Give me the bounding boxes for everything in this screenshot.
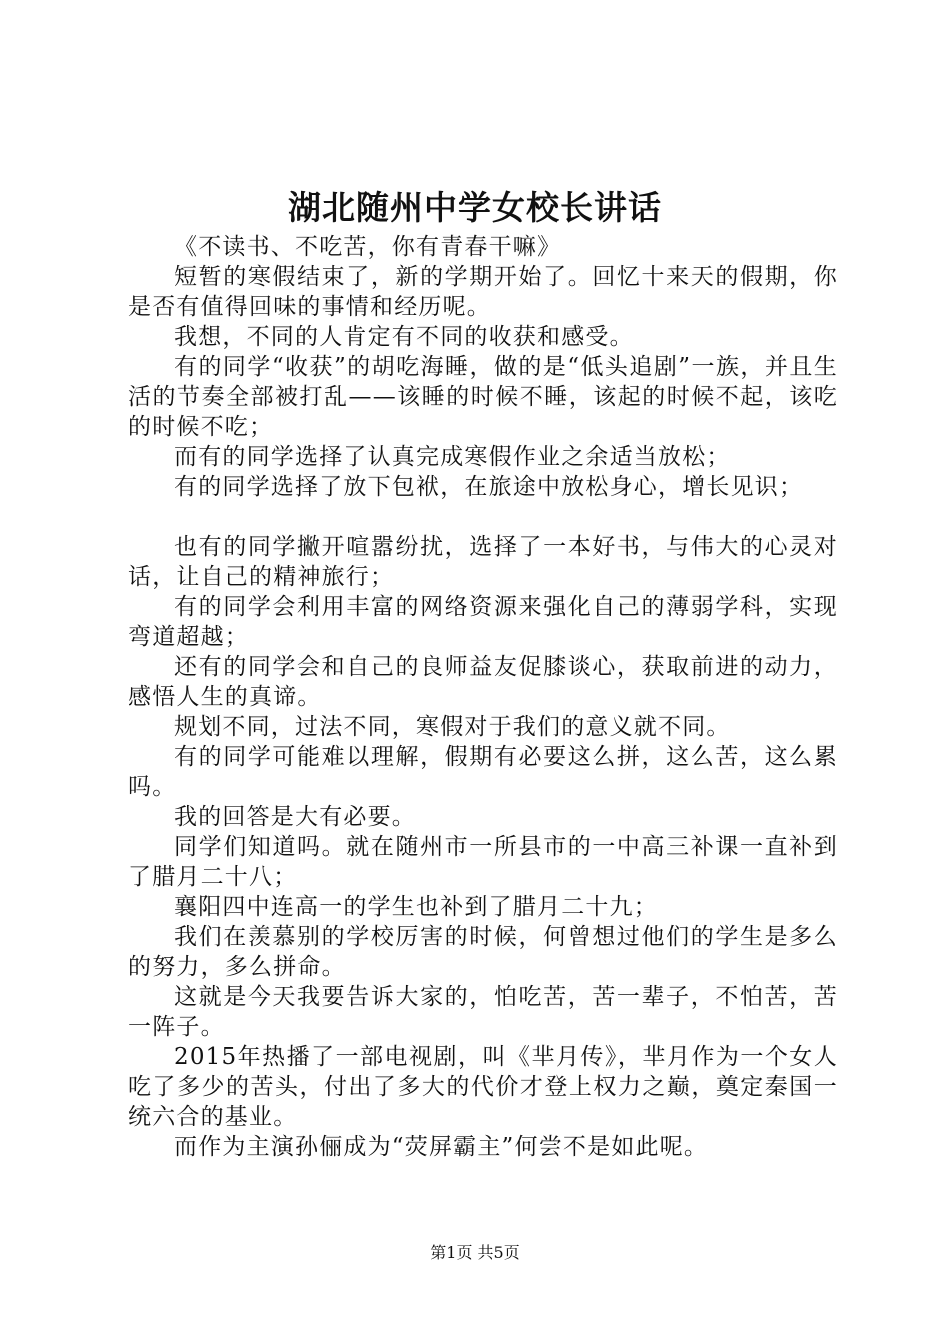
paragraph: 还有的同学会和自己的良师益友促膝谈心，获取前进的动力，感悟人生的真谛。 xyxy=(128,654,838,710)
document-title: 湖北随州中学女校长讲话 xyxy=(288,188,662,227)
paragraph: 有的同学选择了放下包袱，在旅途中放松身心，增长见识； xyxy=(174,474,804,500)
paragraph: 我想，不同的人肯定有不同的收获和感受。 xyxy=(174,324,634,350)
paragraph: 有的同学“收获”的胡吃海睡，做的是“低头追剧”一族，并且生活的节奏全部被打乱——该睡的时候不睡，该起的时候不起，该吃的时候不吃； xyxy=(128,354,838,440)
page-footer: 第1页 共5页 xyxy=(430,1243,520,1262)
paragraph: 有的同学可能难以理解，假期有必要这么拼，这么苦，这么累吗。 xyxy=(128,744,838,800)
paragraph: 这就是今天我要告诉大家的，怕吃苦，苦一辈子，不怕苦，苦一阵子。 xyxy=(128,984,838,1040)
paragraph: 我们在羡慕别的学校厉害的时候，何曾想过他们的学生是多么的努力，多么拼命。 xyxy=(128,924,838,980)
blank-line xyxy=(128,502,838,532)
document-subtitle: 《不读书、不吃苦，你有青春干嘛》 xyxy=(174,234,562,260)
paragraph: 规划不同，过法不同，寒假对于我们的意义就不同。 xyxy=(174,714,731,740)
paragraph: 2015年热播了一部电视剧，叫《芈月传》，芈月作为一个女人吃了多少的苦头，付出了多大的代价才登上权力之巅，奠定秦国一统六合的基业。 xyxy=(128,1044,838,1130)
paragraph: 同学们知道吗。就在随州市一所县市的一中高三补课一直补到了腊月二十八； xyxy=(128,834,838,890)
paragraph: 也有的同学撇开喧嚣纷扰，选择了一本好书，与伟大的心灵对话，让自己的精神旅行； xyxy=(128,534,838,590)
paragraph: 我的回答是大有必要。 xyxy=(174,804,416,830)
document-body xyxy=(128,232,838,1162)
paragraph: 有的同学会利用丰富的网络资源来强化自己的薄弱学科，实现弯道超越； xyxy=(128,594,838,650)
paragraph: 而有的同学选择了认真完成寒假作业之余适当放松； xyxy=(174,444,731,470)
paragraph: 襄阳四中连高一的学生也补到了腊月二十九； xyxy=(174,894,658,920)
paragraph: 而作为主演孙俪成为“荧屏霸主”何尝不是如此呢。 xyxy=(174,1134,709,1160)
paragraph: 短暂的寒假结束了，新的学期开始了。回忆十来天的假期，你是否有值得回味的事情和经历呢。 xyxy=(128,264,838,320)
